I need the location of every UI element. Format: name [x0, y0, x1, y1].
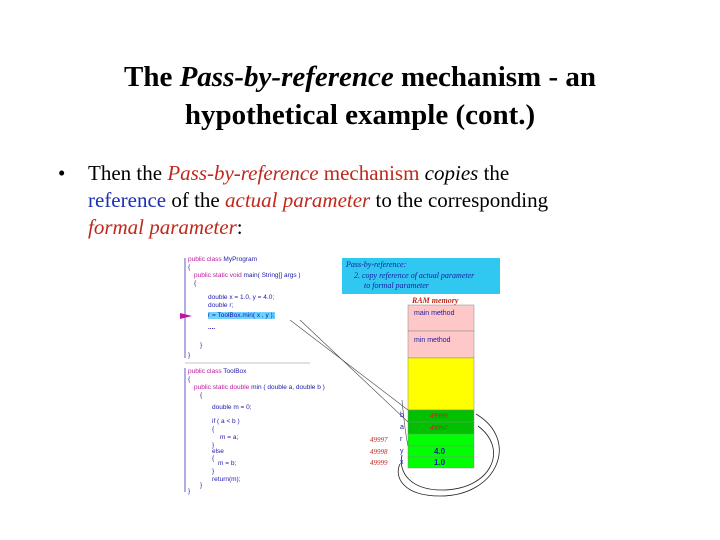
ram-free-segment — [408, 358, 474, 410]
ram-r-cell — [408, 434, 474, 446]
code-toolbox-line-12: m = b; — [218, 460, 237, 467]
bullet-text-3: mechanism — [318, 161, 425, 185]
code-main-line-5: double x = 1.0, y = 4.0; — [208, 294, 275, 301]
slide-title — [0, 58, 720, 134]
pointer-line-1 — [290, 320, 408, 410]
note-line-2: 2. copy reference of actual parameter — [354, 271, 475, 280]
code-toolbox-line-16: } — [188, 488, 191, 495]
code-toolbox-line-4: { — [200, 392, 203, 399]
code-main-line-8: .... — [208, 324, 216, 331]
title-suffix: mechanism - an — [393, 61, 596, 93]
bullet-text-11: : — [236, 215, 243, 239]
code-main-line-9: } — [200, 342, 203, 349]
code-main-line-7-highlighted: r = ToolBox.min( x , y ); — [208, 312, 275, 319]
mem-value-b: 49999 — [430, 412, 448, 420]
mem-label-r: r — [400, 436, 403, 443]
bullet-text-10: formal parameter — [88, 215, 237, 239]
code-toolbox-line-5: double m = 0; — [212, 404, 252, 411]
min-method-label: min method — [414, 337, 451, 344]
code-main-line-1: public class MyProgram — [188, 256, 258, 263]
title-prefix: The — [124, 61, 180, 93]
bullet-text-8: actual parameter — [225, 188, 371, 212]
code-toolbox-line-7: { — [212, 426, 215, 433]
mem-label-y: y — [400, 448, 404, 455]
bullet-point — [58, 160, 678, 241]
ram-min-segment — [408, 331, 474, 358]
bullet-marker: • — [58, 161, 66, 185]
current-line-arrow — [180, 313, 192, 319]
bullet-text-2: Pass-by-reference — [167, 161, 319, 185]
code-toolbox-line-13: } — [212, 468, 215, 475]
mem-label-b: b — [400, 412, 404, 419]
bullet-text-1: Then the — [88, 161, 168, 185]
code-toolbox-line-11: { — [212, 455, 215, 462]
code-main-line-4: { — [194, 280, 197, 287]
code-toolbox-line-10: else — [212, 448, 224, 455]
mem-addr-y: 49998 — [370, 448, 388, 456]
mem-label-x: x — [400, 459, 404, 466]
mem-addr-x: 49999 — [370, 459, 388, 467]
bullet-text-4: copies — [424, 161, 479, 185]
ram-memory-label: RAM memory — [412, 296, 459, 305]
code-toolbox-line-15: } — [200, 482, 203, 489]
title-line-2: hypothetical example (cont.) — [184, 99, 536, 131]
code-main-line-10: } — [188, 352, 191, 359]
mem-value-y: 4.0 — [434, 447, 446, 456]
code-main-line-2: { — [188, 264, 191, 271]
code-toolbox-line-1: public class ToolBox — [188, 368, 247, 375]
mem-value-x: 1.0 — [434, 458, 446, 467]
memory-diagram — [180, 250, 510, 500]
code-toolbox-line-14: return(m); — [212, 476, 241, 483]
code-toolbox-line-6: if ( a < b ) — [212, 418, 240, 425]
bullet-text-7: of the — [166, 188, 225, 212]
code-toolbox-line-9: } — [212, 442, 215, 449]
code-main-line-3: public static void main( String[] args ) — [194, 272, 301, 279]
main-method-label: main method — [414, 310, 455, 317]
title-italic: Pass-by-reference — [179, 61, 394, 93]
code-toolbox-line-8: m = a; — [220, 434, 239, 441]
pointer-line-2 — [300, 320, 408, 422]
note-line-1: Pass-by-reference: — [346, 260, 407, 269]
bullet-text — [88, 160, 678, 241]
pointer-line-3 — [402, 400, 408, 446]
code-toolbox-line-3: public static double min ( double a, double b ) — [194, 384, 325, 391]
code-main-line-6: double r; — [208, 302, 234, 309]
mem-addr-r: 49997 — [370, 436, 388, 444]
code-toolbox-line-2: { — [188, 376, 191, 383]
bullet-text-5: the — [478, 161, 510, 185]
mem-label-a: a — [400, 424, 404, 431]
note-line-3: to formal parameter — [364, 281, 429, 290]
bullet-text-9: to the corresponding — [370, 188, 549, 212]
bullet-text-6: reference — [88, 188, 167, 212]
ram-main-segment — [408, 305, 474, 331]
title-line-1 — [0, 58, 720, 96]
mem-value-a: 49997 — [430, 424, 448, 432]
